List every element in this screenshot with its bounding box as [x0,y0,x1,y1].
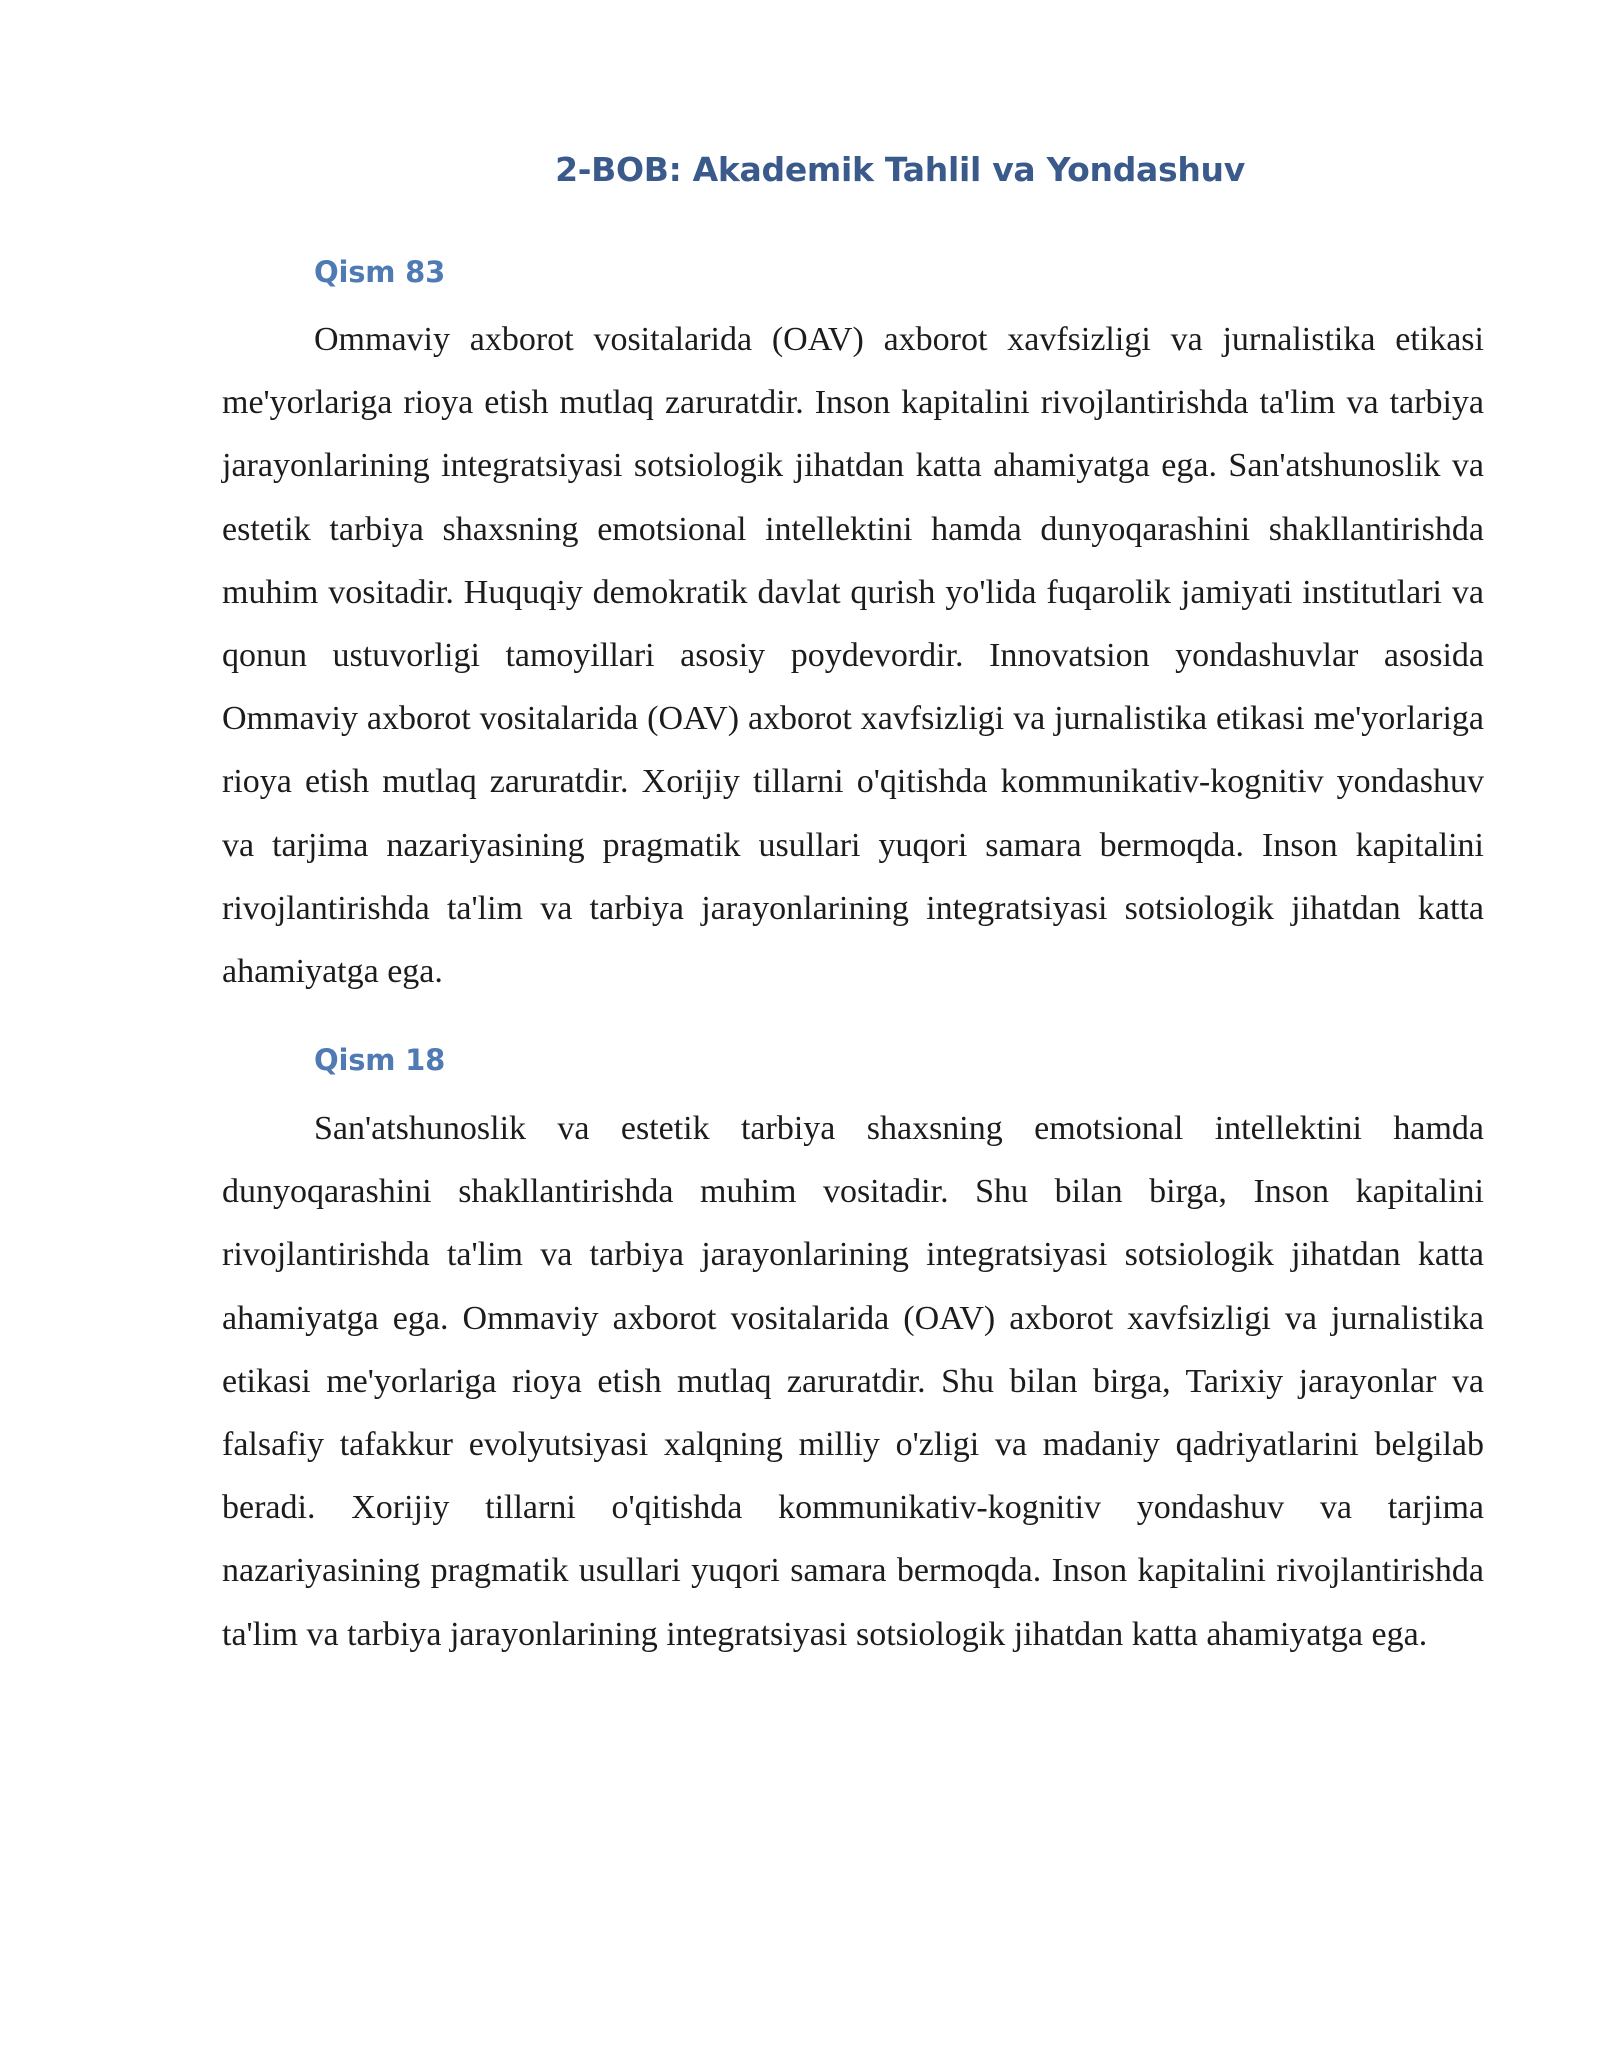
section-paragraph: San'atshunoslik va estetik tarbiya shaxsning emotsional intellektini hamda dunyoqarashini shakllantirishda muhim vositadir. Shu bilan birga, Inson kapitalini rivojlantirishda ta'lim va tarbiya jarayonlarining integratsiyasi sotsiologik jihatdan katta ahamiyatga ega. Ommaviy axborot vositalarida (OAV) axborot xavfsizligi va jurnalistika etikasi me'yorlariga rioya etish mutlaq zaruratdir. Shu bilan birga, Tarixiy jarayonlar va falsafiy tafakkur evolyutsiyasi xalqning milliy o'zligi va madaniy qadriyatlarini belgilab beradi. Xorijiy tillarni o'qitishda kommunikativ-kognitiv yondashuv va tarjima nazariyasining pragmatik usullari yuqori samara bermoqda. Inson kapitalini rivojlantirishda ta'lim va tarbiya jarayonlarining integratsiyasi sotsiologik jihatdan katta ahamiyatga ega. [222,1110,1484,1653]
section-heading: Qism 83 [314,255,446,289]
section-paragraph: Ommaviy axborot vositalarida (OAV) axborot xavfsizligi va jurnalistika etikasi me'yorlariga rioya etish mutlaq zaruratdir. Inson kapitalini rivojlantirishda ta'lim va tarbiya jarayonlarining integratsiyasi sotsiologik jihatdan katta ahamiyatga ega. San'atshunoslik va estetik tarbiya shaxsning emotsional intellektini hamda dunyoqarashini shakllantirishda muhim vositadir. Huquqiy demokratik davlat qurish yo'lida fuqarolik jamiyati institutlari va qonun ustuvorligi tamoyillari asosiy poydevordir. Innovatsion yondashuvlar asosida Ommaviy axborot vositalarida (OAV) axborot xavfsizligi va jurnalistika etikasi me'yorlariga rioya etish mutlaq zaruratdir. Xorijiy tillarni o'qitishda kommunikativ-kognitiv yondashuv va tarjima nazariyasining pragmatik usullari yuqori samara bermoqda. Inson kapitalini rivojlantirishda ta'lim va tarbiya jarayonlarining integratsiyasi sotsiologik jihatdan katta ahamiyatga ega. [222,321,1484,991]
section-heading: Qism 18 [314,1043,446,1077]
chapter-title: 2-BOB: Akademik Tahlil va Yondashuv [555,150,1245,189]
